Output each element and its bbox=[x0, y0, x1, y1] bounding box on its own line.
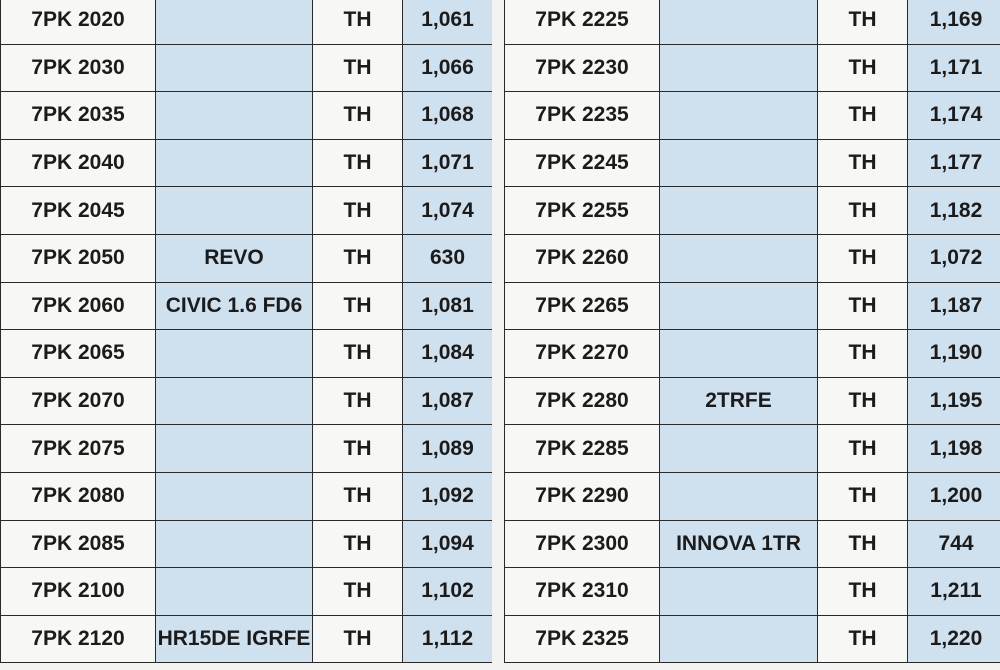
price: 1,061 bbox=[403, 0, 493, 44]
table-row bbox=[505, 282, 1000, 330]
table-row bbox=[505, 187, 1000, 235]
brand-code: TH bbox=[313, 568, 403, 616]
table-row bbox=[1, 44, 493, 92]
part-code: 7PK 2045 bbox=[1, 187, 156, 235]
table-row bbox=[505, 615, 1000, 663]
table-row bbox=[1, 425, 493, 473]
part-code: 7PK 2040 bbox=[1, 139, 156, 187]
price: 1,068 bbox=[403, 92, 493, 140]
price: 1,074 bbox=[403, 187, 493, 235]
vehicle-model bbox=[156, 187, 313, 235]
price: 1,081 bbox=[403, 282, 493, 330]
part-code: 7PK 2245 bbox=[505, 139, 660, 187]
price: 1,087 bbox=[403, 377, 493, 425]
part-code: 7PK 2235 bbox=[505, 92, 660, 140]
vehicle-model: INNOVA 1TR bbox=[660, 520, 818, 568]
vehicle-model: 2TRFE bbox=[660, 377, 818, 425]
price: 1,198 bbox=[908, 425, 1000, 473]
table-row bbox=[505, 0, 1000, 44]
price: 1,200 bbox=[908, 472, 1000, 520]
price: 1,066 bbox=[403, 44, 493, 92]
part-code: 7PK 2270 bbox=[505, 330, 660, 378]
price: 1,084 bbox=[403, 330, 493, 378]
part-code: 7PK 2120 bbox=[1, 615, 156, 663]
vehicle-model bbox=[660, 92, 818, 140]
part-code: 7PK 2030 bbox=[1, 44, 156, 92]
part-code: 7PK 2290 bbox=[505, 472, 660, 520]
table-row bbox=[505, 234, 1000, 282]
price: 1,195 bbox=[908, 377, 1000, 425]
part-code: 7PK 2310 bbox=[505, 568, 660, 616]
table-row bbox=[505, 377, 1000, 425]
table-row bbox=[1, 520, 493, 568]
brand-code: TH bbox=[818, 234, 908, 282]
vehicle-model bbox=[156, 472, 313, 520]
brand-code: TH bbox=[313, 282, 403, 330]
table-row bbox=[505, 472, 1000, 520]
part-code: 7PK 2070 bbox=[1, 377, 156, 425]
brand-code: TH bbox=[818, 377, 908, 425]
price: 1,177 bbox=[908, 139, 1000, 187]
vehicle-model bbox=[660, 282, 818, 330]
column-divider bbox=[492, 0, 504, 670]
vehicle-model bbox=[156, 425, 313, 473]
brand-code: TH bbox=[818, 0, 908, 44]
part-code: 7PK 2265 bbox=[505, 282, 660, 330]
vehicle-model: HR15DE IGRFE bbox=[156, 615, 313, 663]
vehicle-model bbox=[660, 330, 818, 378]
brand-code: TH bbox=[818, 330, 908, 378]
price: 1,072 bbox=[908, 234, 1000, 282]
part-code: 7PK 2100 bbox=[1, 568, 156, 616]
table-row bbox=[1, 568, 493, 616]
price: 1,094 bbox=[403, 520, 493, 568]
part-code: 7PK 2035 bbox=[1, 92, 156, 140]
part-code: 7PK 2085 bbox=[1, 520, 156, 568]
price: 1,211 bbox=[908, 568, 1000, 616]
vehicle-model bbox=[660, 234, 818, 282]
vehicle-model bbox=[660, 472, 818, 520]
part-code: 7PK 2020 bbox=[1, 0, 156, 44]
vehicle-model bbox=[660, 615, 818, 663]
brand-code: TH bbox=[313, 615, 403, 663]
vehicle-model bbox=[156, 568, 313, 616]
part-code: 7PK 2075 bbox=[1, 425, 156, 473]
price: 1,182 bbox=[908, 187, 1000, 235]
brand-code: TH bbox=[313, 520, 403, 568]
brand-code: TH bbox=[313, 44, 403, 92]
price: 1,190 bbox=[908, 330, 1000, 378]
table-row bbox=[505, 44, 1000, 92]
part-code: 7PK 2225 bbox=[505, 0, 660, 44]
price: 744 bbox=[908, 520, 1000, 568]
part-code: 7PK 2260 bbox=[505, 234, 660, 282]
vehicle-model bbox=[660, 568, 818, 616]
table-row bbox=[1, 282, 493, 330]
part-code: 7PK 2050 bbox=[1, 234, 156, 282]
table-row bbox=[1, 92, 493, 140]
table-row bbox=[505, 520, 1000, 568]
right-price-table bbox=[504, 0, 1000, 663]
price: 1,092 bbox=[403, 472, 493, 520]
brand-code: TH bbox=[818, 615, 908, 663]
brand-code: TH bbox=[818, 187, 908, 235]
price: 1,071 bbox=[403, 139, 493, 187]
brand-code: TH bbox=[818, 139, 908, 187]
price: 1,112 bbox=[403, 615, 493, 663]
vehicle-model bbox=[156, 330, 313, 378]
table-row bbox=[1, 472, 493, 520]
price: 1,169 bbox=[908, 0, 1000, 44]
left-price-table bbox=[0, 0, 493, 663]
vehicle-model bbox=[660, 0, 818, 44]
brand-code: TH bbox=[313, 0, 403, 44]
price: 1,220 bbox=[908, 615, 1000, 663]
part-code: 7PK 2080 bbox=[1, 472, 156, 520]
part-code: 7PK 2255 bbox=[505, 187, 660, 235]
vehicle-model bbox=[660, 187, 818, 235]
vehicle-model bbox=[156, 0, 313, 44]
vehicle-model bbox=[156, 92, 313, 140]
table-row bbox=[1, 187, 493, 235]
brand-code: TH bbox=[818, 568, 908, 616]
vehicle-model bbox=[156, 44, 313, 92]
table-row bbox=[505, 330, 1000, 378]
part-code: 7PK 2300 bbox=[505, 520, 660, 568]
price: 1,187 bbox=[908, 282, 1000, 330]
table-row bbox=[1, 377, 493, 425]
part-code: 7PK 2280 bbox=[505, 377, 660, 425]
brand-code: TH bbox=[818, 425, 908, 473]
table-row bbox=[505, 568, 1000, 616]
part-code: 7PK 2060 bbox=[1, 282, 156, 330]
table-row bbox=[505, 425, 1000, 473]
table-row bbox=[505, 139, 1000, 187]
brand-code: TH bbox=[313, 330, 403, 378]
vehicle-model bbox=[660, 44, 818, 92]
part-code: 7PK 2065 bbox=[1, 330, 156, 378]
table-row bbox=[1, 330, 493, 378]
brand-code: TH bbox=[818, 282, 908, 330]
brand-code: TH bbox=[313, 139, 403, 187]
brand-code: TH bbox=[313, 187, 403, 235]
table-row bbox=[1, 615, 493, 663]
vehicle-model bbox=[660, 425, 818, 473]
part-code: 7PK 2285 bbox=[505, 425, 660, 473]
brand-code: TH bbox=[818, 472, 908, 520]
price: 630 bbox=[403, 234, 493, 282]
brand-code: TH bbox=[818, 520, 908, 568]
vehicle-model: CIVIC 1.6 FD6 bbox=[156, 282, 313, 330]
table-row bbox=[505, 92, 1000, 140]
part-code: 7PK 2325 bbox=[505, 615, 660, 663]
vehicle-model bbox=[156, 377, 313, 425]
brand-code: TH bbox=[313, 377, 403, 425]
vehicle-model: REVO bbox=[156, 234, 313, 282]
brand-code: TH bbox=[313, 92, 403, 140]
brand-code: TH bbox=[313, 472, 403, 520]
vehicle-model bbox=[660, 139, 818, 187]
price: 1,171 bbox=[908, 44, 1000, 92]
part-code: 7PK 2230 bbox=[505, 44, 660, 92]
table-row bbox=[1, 0, 493, 44]
brand-code: TH bbox=[818, 44, 908, 92]
vehicle-model bbox=[156, 139, 313, 187]
price: 1,089 bbox=[403, 425, 493, 473]
brand-code: TH bbox=[313, 234, 403, 282]
price: 1,174 bbox=[908, 92, 1000, 140]
price: 1,102 bbox=[403, 568, 493, 616]
table-row bbox=[1, 234, 493, 282]
brand-code: TH bbox=[313, 425, 403, 473]
vehicle-model bbox=[156, 520, 313, 568]
table-row bbox=[1, 139, 493, 187]
brand-code: TH bbox=[818, 92, 908, 140]
